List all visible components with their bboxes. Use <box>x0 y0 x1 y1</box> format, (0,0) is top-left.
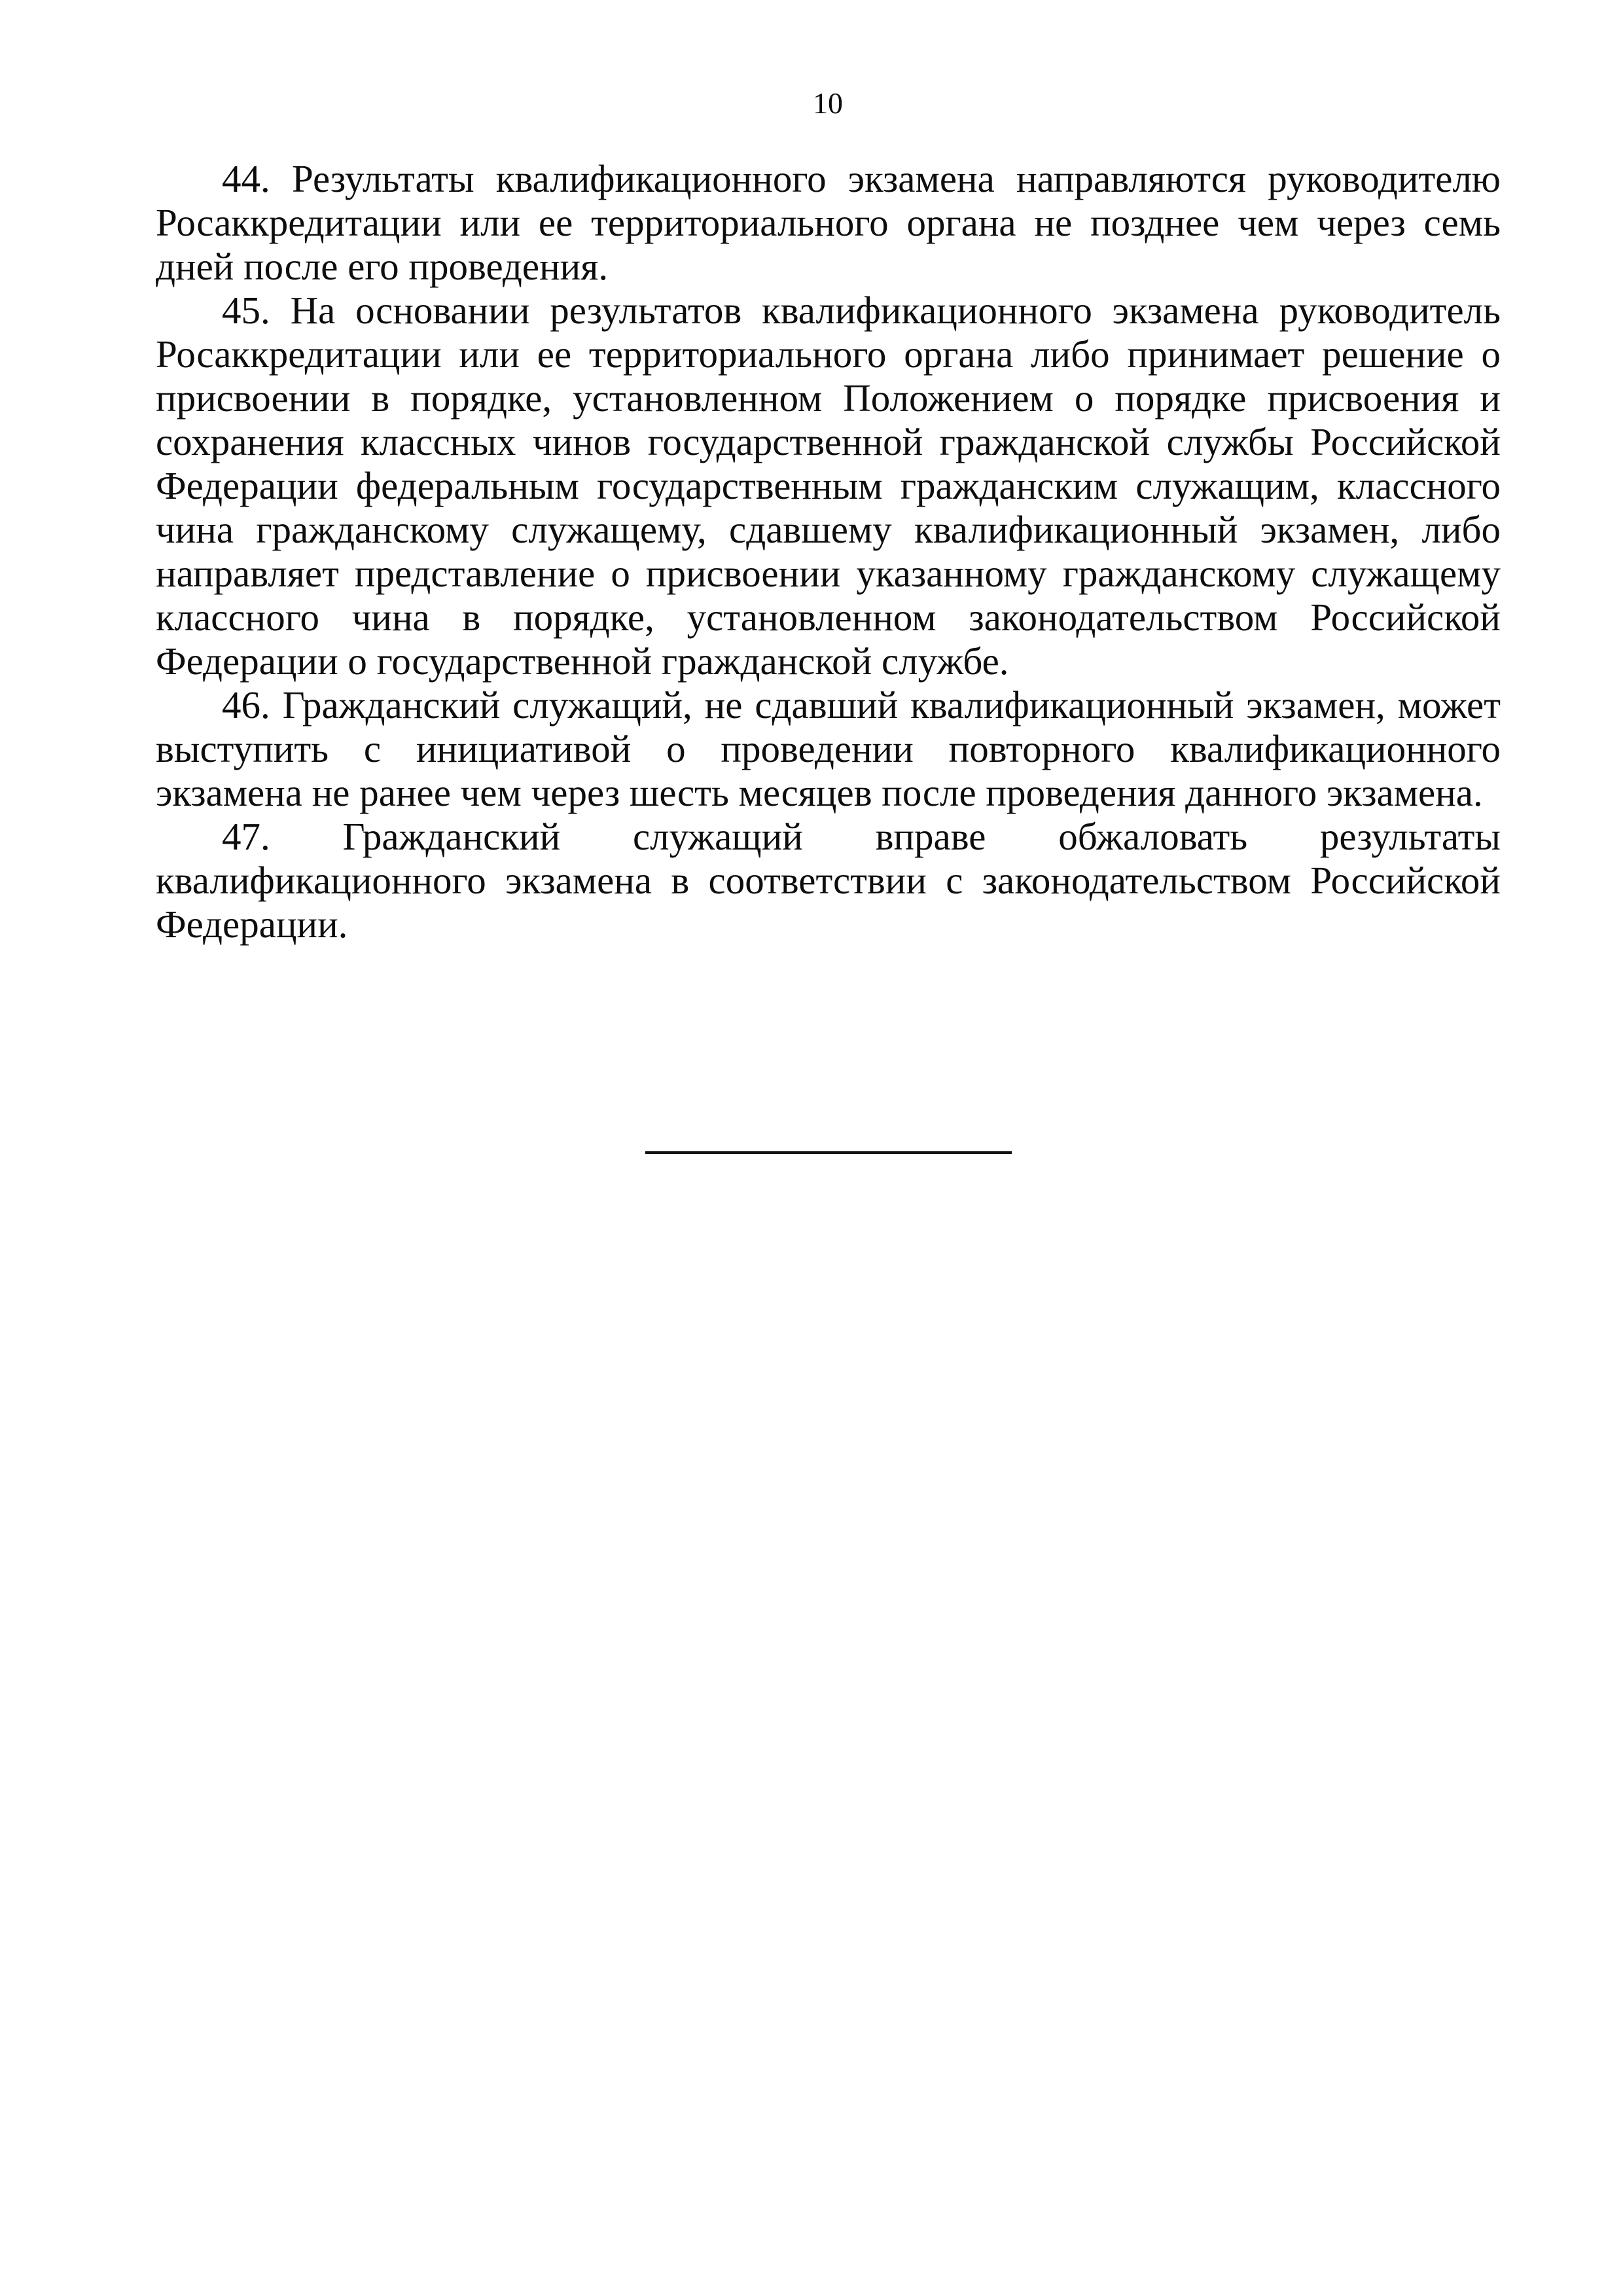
document-body <box>156 157 1501 946</box>
paragraph-44: 44. Результаты квалификационного экзамена направляются руководителю Росаккредитации или ее территориального органа не позднее чем через семь дней после его проведения. <box>156 157 1501 288</box>
end-of-document-rule <box>645 1151 1012 1154</box>
paragraph-46: 46. Гражданский служащий, не сдавший квалификационный экзамен, может выступить с инициативой о проведении повторного квалификационного экзамена не ранее чем через шесть месяцев после проведения данного экзамена. <box>156 683 1501 814</box>
page-number: 10 <box>813 86 843 120</box>
paragraph-47: 47. Гражданский служащий вправе обжаловать результаты квалификационного экзамена в соответствии с законодательством Российской Федерации. <box>156 815 1501 946</box>
paragraph-45: 45. На основании результатов квалификационного экзамена руководитель Росаккредитации или ее территориального органа либо принимает решение о присвоении в порядке, установленном Положением о порядке присвоения и сохранения классных чинов государственной гражданской службы Российской Федерации федеральным государственным гражданским служащим, классного чина гражданскому служащему, сдавшему квалификационный экзамен, либо направляет представление о присвоении указанному гражданскому служащему классного чина в порядке, установленном законодательством Российской Федерации о государственной гражданской службе. <box>156 289 1501 683</box>
